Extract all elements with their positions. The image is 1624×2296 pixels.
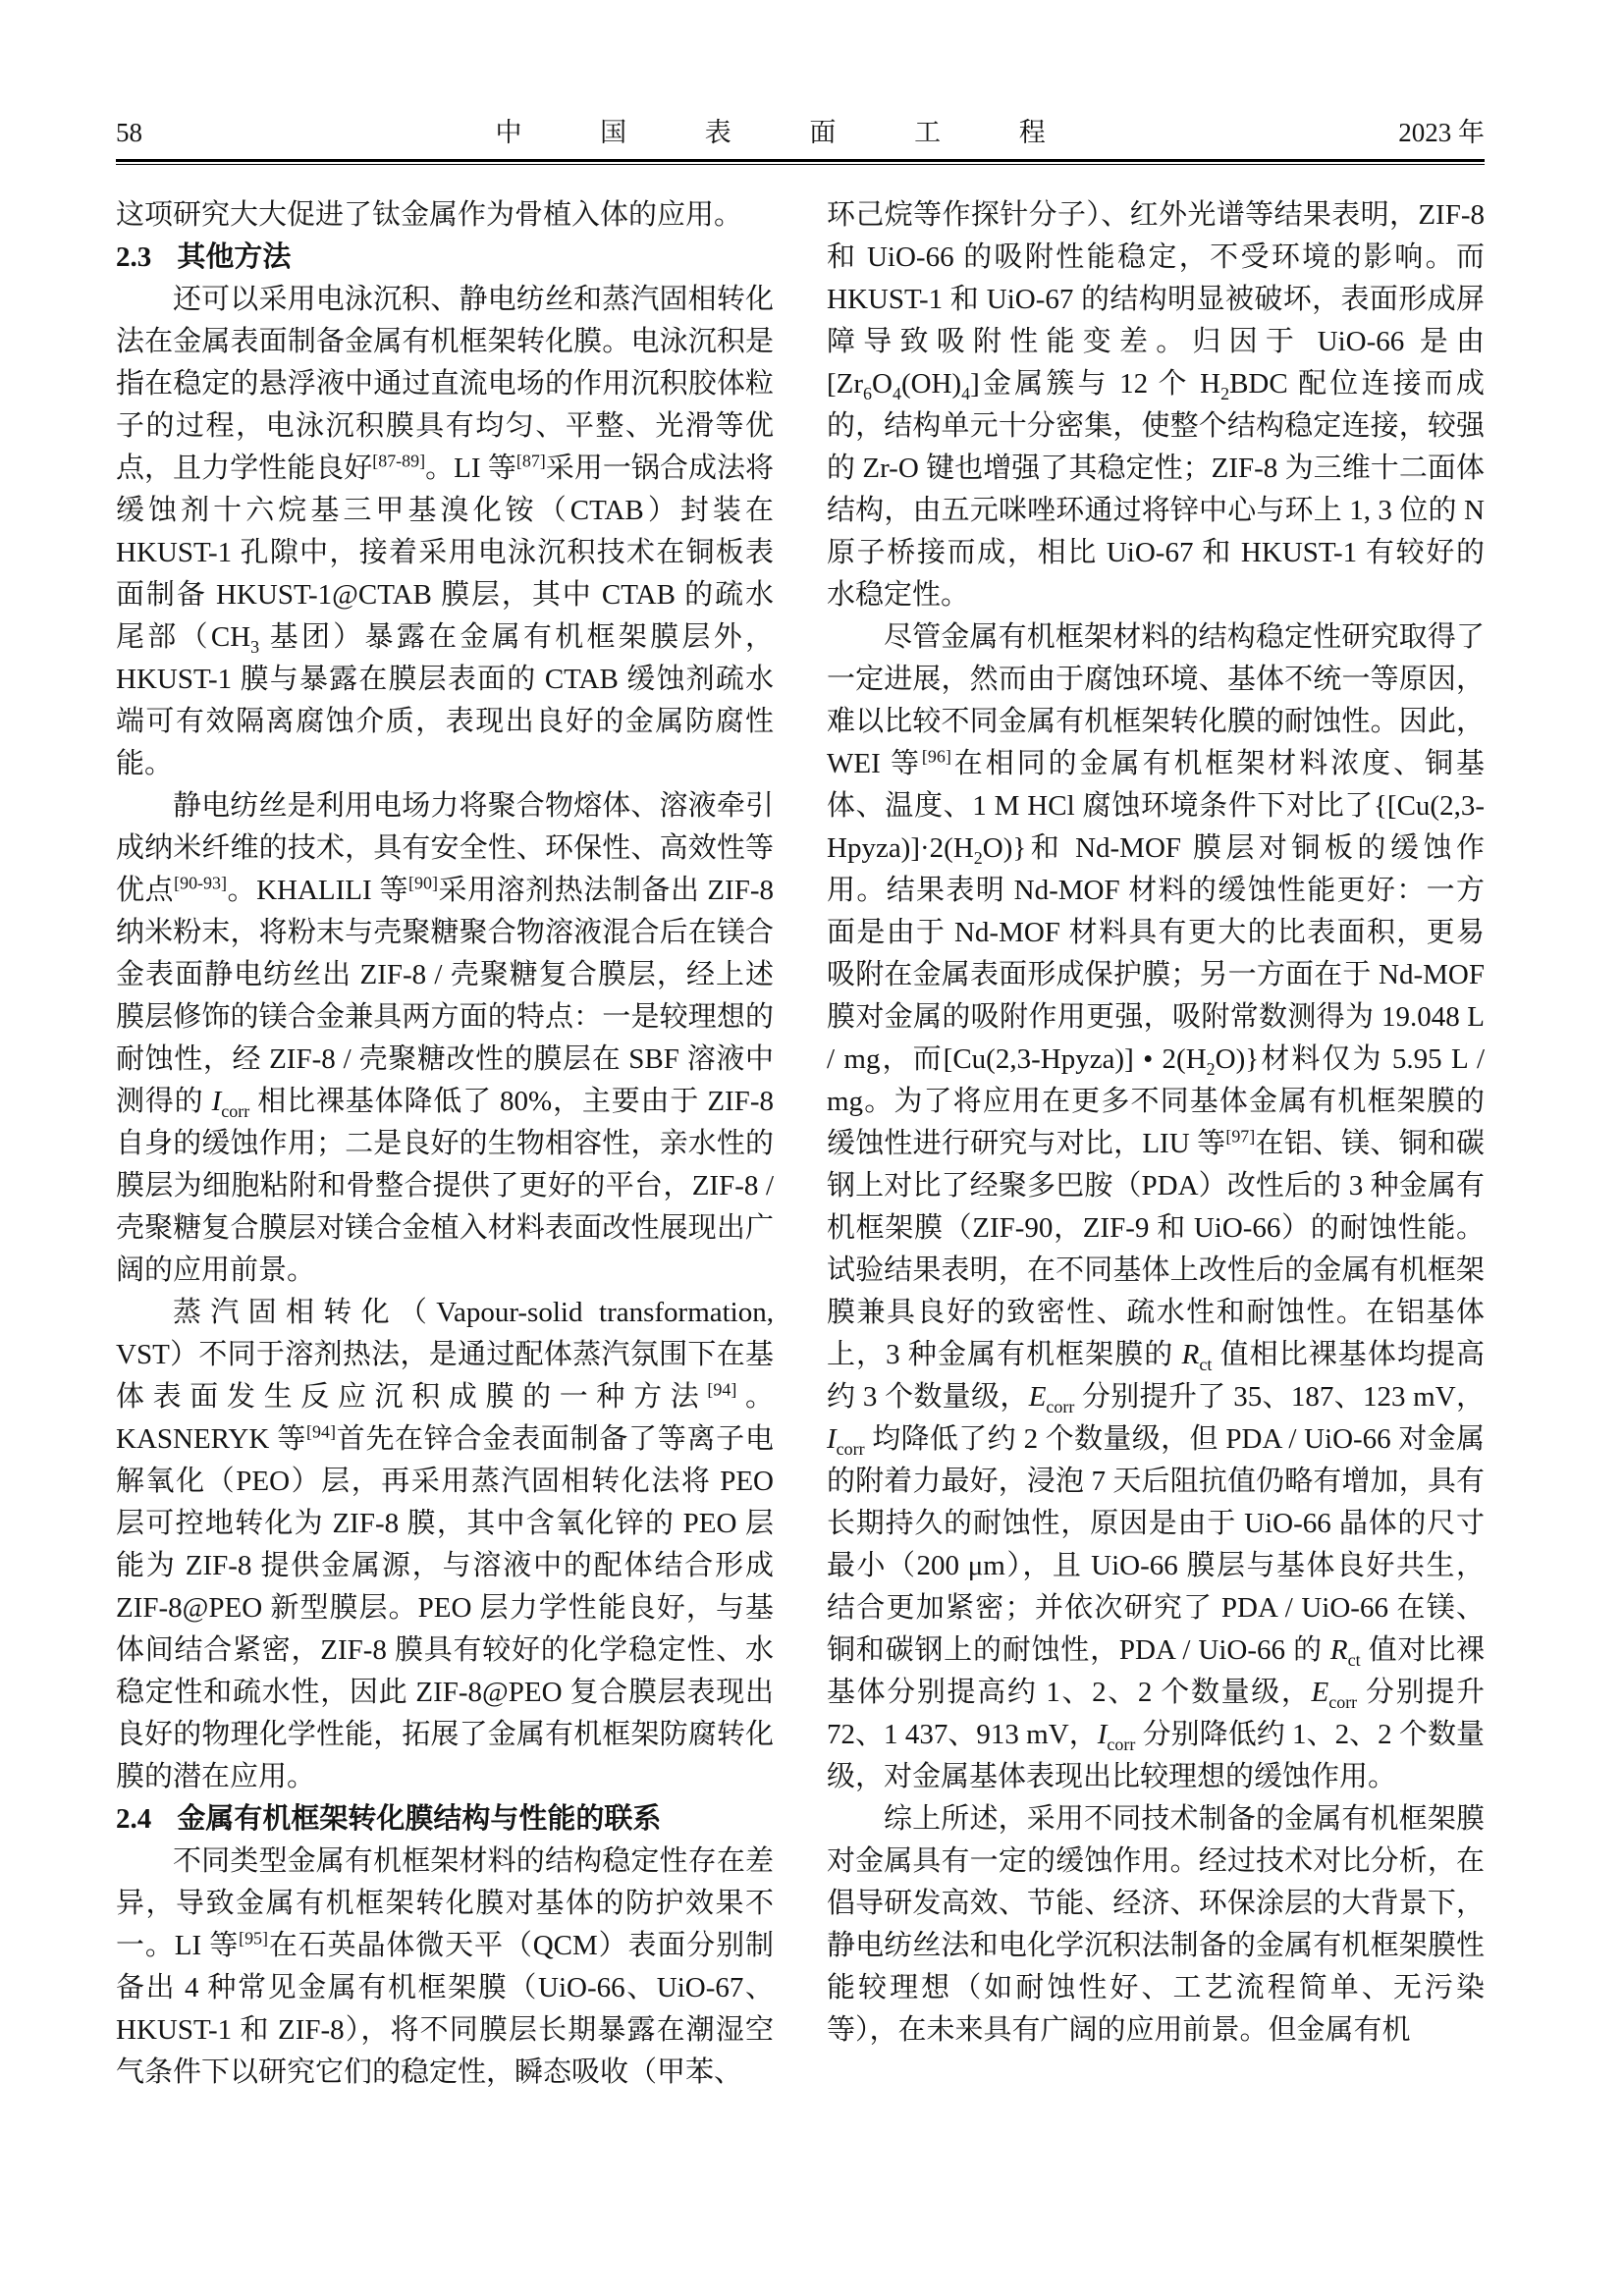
body-text: 在铝、镁、铜和碳钢上对比了经聚多巴胺（PDA）改性后的 3 种金属有机框架膜（ZIF-90，ZIF-9 和 UiO-66）的耐蚀性能。试验结果表明，在不同基体上改性后的金属有机框架膜兼具良好的致密性、疏水性和耐蚀性。在铝基体上，3 种金属有机框架膜的	[827, 1128, 1485, 1370]
body-text: 相比裸基体降低了 80%，主要由于 ZIF-8 自身的缓蚀作用；二是良好的生物相容性，亲水性的膜层为细胞粘附和骨整合提供了更好的平台，ZIF-8 / 壳聚糖复合膜层对镁合金植入材料表面改性展现出广阔的应用前景。	[116, 1086, 774, 1286]
paper-page	[116, 0, 1485, 2094]
section-number: 2.4	[116, 1803, 152, 1835]
body-text: 。LI 等	[425, 453, 516, 484]
body-text: 分别降低约 1、2、2 个数量级，对金属基体表现出比较理想的缓蚀作用。	[827, 1719, 1485, 1792]
journal-title: 中 国 表 面 工 程	[495, 118, 1082, 147]
body-text: 在石英晶体微天平（QCM）表面分别制备出 4 种常见金属有机框架膜（UiO-66、UiO-67、HKUST-1 和 ZIF-8），将不同膜层长期暴露在潮湿空气条件下以研究它们的稳定性，瞬态吸收（甲苯、	[116, 1930, 774, 2088]
citation-superscript: [90]	[408, 873, 438, 893]
paragraph	[116, 279, 774, 785]
section-number: 2.3	[116, 241, 152, 273]
body-text: O	[872, 368, 893, 400]
body-text: R	[1181, 1339, 1200, 1370]
subscript-text: 2	[1220, 383, 1230, 403]
body-text: 静电纺丝是利用电场力将聚合物熔体、溶液牵引成纳米纤维的技术，具有安全性、环保性、高效性等优点	[116, 790, 774, 906]
subscript-text: corr	[1328, 1691, 1358, 1712]
body-text: I	[211, 1086, 222, 1117]
page-number: 58	[116, 118, 142, 147]
body-text: 值对比裸基体分别提高约 1、2、2 个数量级，	[827, 1634, 1485, 1708]
body-text: 首先在锌合金表面制备了等离子电解氧化（PEO）层，再采用蒸汽固相转化法将 PEO 层可控地转化为 ZIF-8 膜，其中含氧化锌的 PEO 层能为 ZIF-8 提供金属源，与溶液中的配体结合形成 ZIF-8@PEO 新型膜层。PEO 层力学性能良好，与基体间结合紧密，ZIF-8 膜具有较好的化学稳定性、水稳定性和疏水性，因此 ZIF-8@PEO 复合膜层表现出良好的物理化学性能，拓展了金属有机框架防腐转化膜的潜在应用。	[116, 1423, 774, 1792]
body-text: 。KHALILI 等	[227, 875, 409, 906]
subscript-text: corr	[836, 1438, 865, 1459]
body-text: O)}材料仅为 5.95 L / mg。为了将应用在更多不同基体金属有机框架膜的缓蚀性进行研究与对比，LIU 等	[827, 1043, 1486, 1159]
citation-superscript: [94]	[707, 1379, 737, 1400]
body-text: R	[1329, 1634, 1348, 1666]
body-text: 蒸汽固相转化（Vapour-solid transformation, VST）不同于溶剂热法，是通过配体蒸汽氛围下在基体表面发生反应沉积成膜的一种方法	[116, 1297, 774, 1413]
subscript-text: 4	[892, 383, 901, 403]
citation-superscript: [90-93]	[174, 873, 227, 893]
body-text: 环己烷等作探针分子）、红外光谱等结果表明，ZIF-8 和 UiO-66 的吸附性能稳定，不受环境的影响。而 HKUST-1 和 UiO-67 的结构明显被破坏，表面形成屏障导致吸附性能变差。归因于 UiO-66 是由[Zr	[827, 199, 1485, 400]
body-text: E	[1028, 1381, 1047, 1413]
body-text: I	[827, 1423, 837, 1455]
citation-superscript: [94]	[306, 1421, 336, 1442]
body-text: 还可以采用电泳沉积、静电纺丝和蒸汽固相转化法在金属表面制备金属有机框架转化膜。电泳沉积是指在稳定的悬浮液中通过直流电场的作用沉积胶体粒子的过程，电泳沉积膜具有均匀、平整、光滑等优点，且力学性能良好	[116, 284, 774, 484]
body-text: 尽管金属有机框架材料的结构稳定性研究取得了一定进展，然而由于腐蚀环境、基体不统一等原因，难以比较不同金属有机框架转化膜的耐蚀性。因此，WEI 等	[827, 621, 1485, 779]
body-text: 综上所述，采用不同技术制备的金属有机框架膜对金属具有一定的缓蚀作用。经过技术对比分析，在倡导研发高效、节能、经济、环保涂层的大背景下，静电纺丝法和电化学沉积法制备的金属有机框架膜性能较理想（如耐蚀性好、工艺流程简单、无污染等），在未来具有广阔的应用前景。但金属有机	[827, 1803, 1485, 2046]
paragraph	[827, 194, 1485, 616]
paragraph	[827, 1798, 1485, 2052]
subscript-text: 4	[961, 383, 971, 403]
body-text: 不同类型金属有机框架材料的结构稳定性存在差异，导致金属有机框架转化膜对基体的防护效果不一。LI 等	[116, 1845, 774, 1961]
subscript-text: ct	[1347, 1649, 1361, 1670]
body-text: 分别提升了 35、187、123 mV，	[1074, 1381, 1485, 1413]
section-heading-2.4	[116, 1798, 774, 1841]
header-rule	[116, 159, 1485, 165]
body-text: E	[1311, 1677, 1329, 1708]
body-text: 采用溶剂热法制备出 ZIF-8 纳米粉末，将粉末与壳聚糖聚合物溶液混合后在镁合金表面静电纺丝出 ZIF-8 / 壳聚糖复合膜层，经上述膜层修饰的镁合金兼具两方面的特点：一是较理想的耐蚀性，经 ZIF-8 / 壳聚糖改性的膜层在 SBF 溶液中测得的	[116, 875, 774, 1117]
body-text: 分别提升 72、1 437、913 mV，	[827, 1677, 1485, 1750]
body-text: 均降低了约 2 个数量级，但 PDA / UiO-66 对金属的附着力最好，浸泡 7 天后阻抗值仍略有增加，具有长期持久的耐蚀性，原因是由于 UiO-66 晶体的尺寸最小（200 μm），且 UiO-66 膜层与基体良好共生，结合更加紧密；并依次研究了 PDA / UiO-66 在镁、铜和碳钢上的耐蚀性，PDA / UiO-66 的	[827, 1423, 1485, 1666]
subscript-text: corr	[1046, 1396, 1075, 1416]
body-text: ]金属簇与 12 个 H	[970, 368, 1221, 400]
paragraph	[116, 1841, 774, 2094]
article-body	[116, 194, 1485, 2094]
body-text: 采用一锅合成法将缓蚀剂十六烷基三甲基溴化铵（CTAB）封装在 HKUST-1 孔隙中，接着采用电泳沉积技术在铜板表面制备 HKUST-1@CTAB 膜层，其中 CTAB 的疏水尾部（CH	[116, 453, 774, 653]
body-text: (OH)	[900, 368, 962, 400]
body-text: O)}和 Nd-MOF 膜层对铜板的缓蚀作用。结果表明 Nd-MOF 材料的缓蚀性能更好：一方面是由于 Nd-MOF 材料具有更大的比表面积，更易吸附在金属表面形成保护膜；另一方面在于 Nd-MOF 膜对金属的吸附作用更强，吸附常数测得为 19.048 L / mg，而[Cu(2,3-Hpyza)] • 2(H	[827, 832, 1485, 1075]
left-column	[116, 194, 774, 2094]
section-title: 金属有机框架转化膜结构与性能的联系	[177, 1803, 662, 1835]
running-head	[116, 0, 1485, 149]
section-title: 其他方法	[177, 241, 292, 273]
section-heading-2.3	[116, 237, 774, 279]
body-text: 在相同的金属有机框架材料浓度、铜基体、温度、1 M HCl 腐蚀环境条件下对比了{[Cu(2,3-Hpyza)]·2(H	[827, 748, 1485, 864]
citation-superscript: [87]	[515, 451, 546, 471]
subscript-text: 3	[250, 636, 260, 657]
subscript-text: ct	[1199, 1354, 1213, 1374]
subscript-text: corr	[1107, 1734, 1136, 1754]
citation-superscript: [96]	[921, 746, 951, 767]
paragraph	[116, 785, 774, 1292]
right-column	[827, 194, 1485, 2094]
body-text: BDC 配位连接而成的，结构单元十分密集，使整个结构稳定连接，较强的 Zr-O 键也增强了其稳定性；ZIF-8 为三维十二面体结构，由五元咪唑环通过将锌中心与环上 1, 3 位的 N 原子桥接而成，相比 UiO-67 和 HKUST-1 有较好的水稳定性。	[827, 368, 1485, 611]
citation-superscript: [87-89]	[372, 451, 426, 471]
paragraph	[116, 1292, 774, 1798]
body-text: 。KASNERYK 等	[116, 1381, 774, 1455]
subscript-text: corr	[221, 1100, 250, 1121]
citation-superscript: [97]	[1225, 1126, 1256, 1147]
subscript-text: 2	[1206, 1058, 1216, 1079]
body-text: 值相比裸基体均提高约 3 个数量级，	[827, 1339, 1485, 1413]
paragraph	[827, 616, 1485, 1798]
subscript-text: 2	[973, 847, 983, 868]
subscript-text: 6	[863, 383, 873, 403]
body-text: I	[1097, 1719, 1108, 1750]
citation-superscript: [95]	[239, 1928, 269, 1949]
year-label: 2023 年	[1398, 118, 1485, 147]
paragraph	[116, 194, 774, 237]
body-text: 这项研究大大促进了钛金属作为骨植入体的应用。	[116, 199, 743, 231]
body-text: 基团）暴露在金属有机框架膜层外，HKUST-1 膜与暴露在膜层表面的 CTAB 缓蚀剂疏水端可有效隔离腐蚀介质，表现出良好的金属防腐性能。	[116, 621, 774, 779]
